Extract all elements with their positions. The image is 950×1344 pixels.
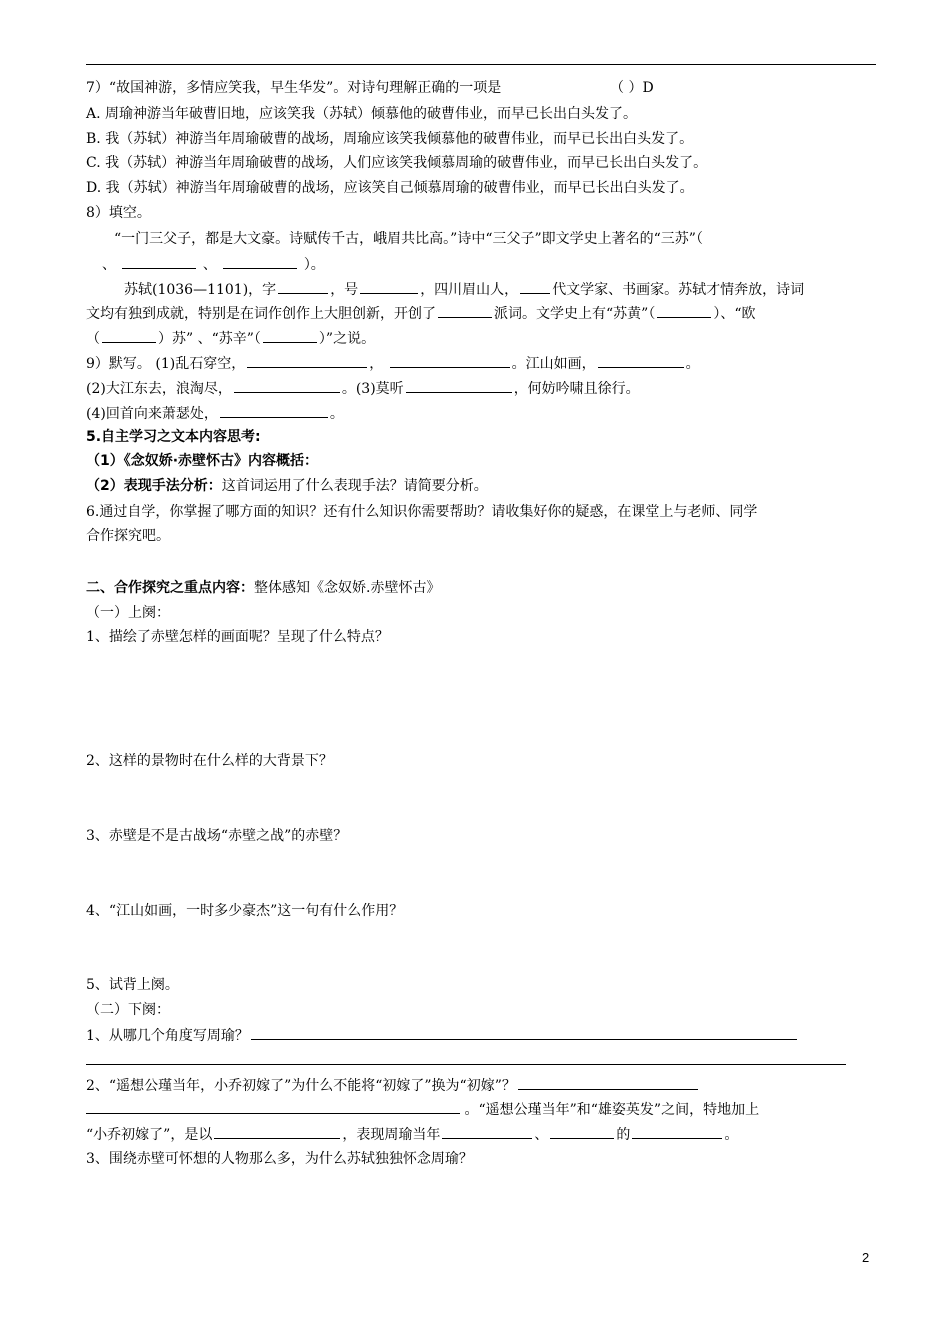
upper-q5: 5、试背上阕。 xyxy=(86,977,179,993)
q9-line2: (2)大江东去，浪淘尽， 。(3)莫听 ，何妨吟啸且徐行。 xyxy=(86,378,876,399)
upper-stanza-heading: （一）上阕： xyxy=(86,605,170,621)
header-rule xyxy=(86,64,876,65)
lower-q3: 3、围绕赤壁可怀想的人物那么多，为什么苏轼独独怀念周瑜？ xyxy=(86,1151,473,1167)
lower-q2-line3: “小乔初嫁了”，是以 ，表现周瑜当年 、 的 。 xyxy=(86,1124,876,1145)
section6-line2: 合作探究吧。 xyxy=(86,528,170,544)
q7-option-d: D. 我（苏轼）神游当年周瑜破曹的战场，应该笑自己倾慕周瑜的破曹伟业，而早已长出白头发了。 xyxy=(86,180,694,196)
q8-para2-line3: （ ）苏” 、“苏辛”（ ）”之说。 xyxy=(86,328,876,349)
lower-stanza-heading: （二）下阕： xyxy=(86,1002,170,1018)
section5-title: 5.自主学习之文本内容思考: xyxy=(86,429,261,445)
lower-q1-answer-line xyxy=(86,1050,876,1071)
upper-q1: 1、描绘了赤壁怎样的画面呢？呈现了什么特点？ xyxy=(86,629,389,645)
q7-option-a: A. 周瑜神游当年破曹旧地，应该笑我（苏轼）倾慕他的破曹伟业，而早已长出白头发了。 xyxy=(86,106,638,122)
q8-para1-line1: “一门三父子，都是大文豪。诗赋传千古，峨眉共比高。”诗中“三父子”即文学史上著名的“三苏”（ xyxy=(114,231,703,247)
upper-q3: 3、赤壁是不是古战场“赤壁之战”的赤壁？ xyxy=(86,828,348,844)
section6-line1: 6.通过自学，你掌握了哪方面的知识？还有什么知识你需要帮助？请收集好你的疑惑，在课堂上与老师、同学 xyxy=(86,504,758,520)
q8-para1-line2: 、 、 ）。 xyxy=(86,254,876,275)
upper-q4: 4、“江山如画，一时多少豪杰”这一句有什么作用？ xyxy=(86,903,404,919)
part2-title: 二、合作探究之重点内容：整体感知《念奴娇.赤壁怀古》 xyxy=(86,580,441,596)
lower-q2-line1: 2、“遥想公瑾当年，小乔初嫁了”为什么不能将“初嫁了”换为“初嫁”？ xyxy=(86,1075,876,1096)
q8-para2-line2: 文均有独到成就，特别是在词作创作上大胆创新，开创了 派词。文学史上有“苏黄”（ ）、“欧 xyxy=(86,303,876,324)
lower-q1: 1、从哪几个角度写周瑜？ xyxy=(86,1025,876,1046)
q9-line3: (4)回首向来萧瑟处， 。 xyxy=(86,403,876,424)
q9-line1: 9）默写。 (1)乱石穿空， ， 。江山如画， 。 xyxy=(86,353,876,374)
lower-q2-line2: 。“遥想公瑾当年”和“雄姿英发”之间，特地加上 xyxy=(86,1099,876,1120)
q8-title: 8）填空。 xyxy=(86,205,151,221)
q7-option-c: C. 我（苏轼）神游当年周瑜破曹的战场，人们应该笑我倾慕周瑜的破曹伟业，而早已长出白头发了。 xyxy=(86,155,708,171)
page-number: 2 xyxy=(862,1250,870,1265)
q7-option-b: B. 我（苏轼）神游当年周瑜破曹的战场，周瑜应该笑我倾慕他的破曹伟业，而早已长出白头发了。 xyxy=(86,131,694,147)
section5-item1: （1）《念奴娇·赤壁怀古》内容概括： xyxy=(86,453,319,469)
q7-stem: 7）“故国神游，多情应笑我，早生华发”。对诗句理解正确的一项是 （ ）D xyxy=(86,80,654,96)
q8-para2-line1: 苏轼(1036—1101)，字 ，号 ，四川眉山人， 代文学家、书画家。苏轼才情奔放，诗词 xyxy=(124,279,876,300)
section5-item2: （2）表现手法分析：这首词运用了什么表现手法？请简要分析。 xyxy=(86,478,488,494)
upper-q2: 2、这样的景物时在什么样的大背景下？ xyxy=(86,753,333,769)
